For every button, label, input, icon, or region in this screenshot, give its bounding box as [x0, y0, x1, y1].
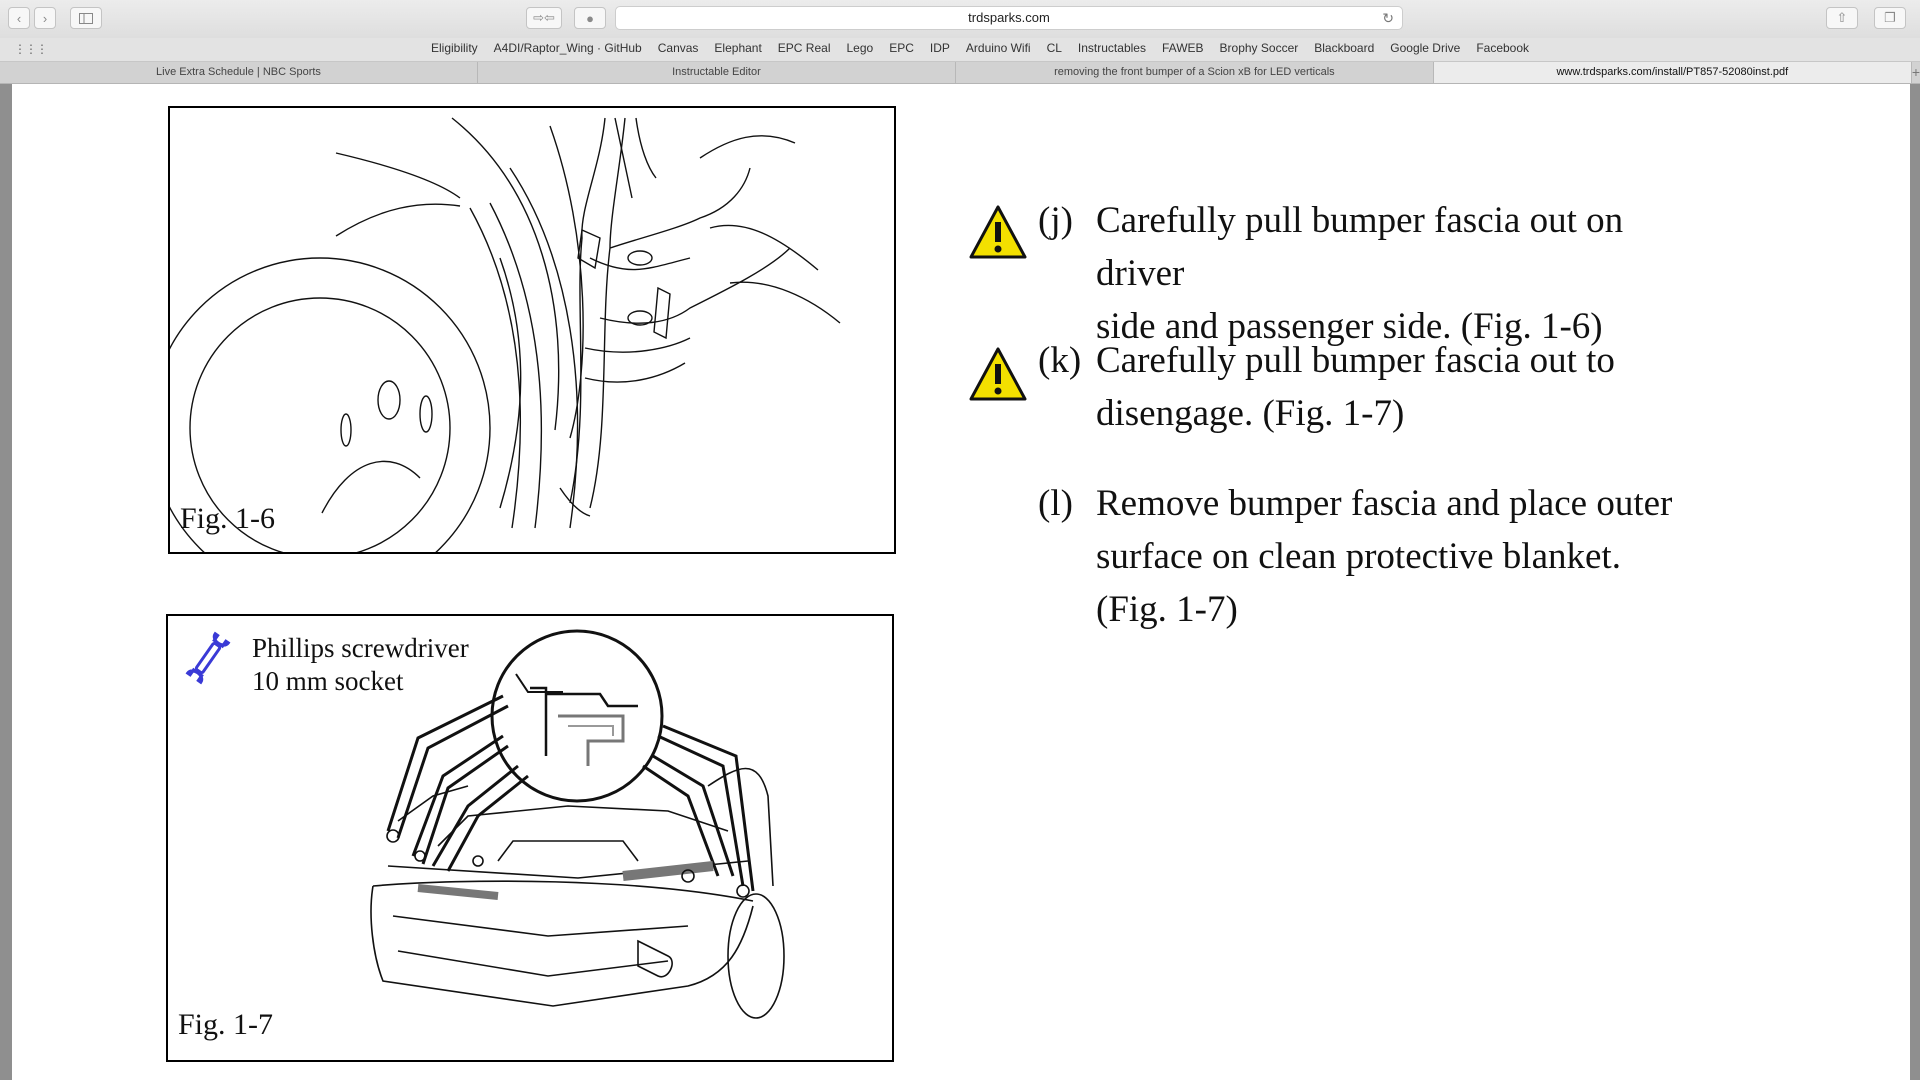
tab-nbc-sports[interactable]: Live Extra Schedule | NBC Sports — [0, 62, 478, 83]
sidebar-icon[interactable] — [70, 7, 102, 29]
bookmark-item[interactable]: Arduino Wifi — [965, 41, 1031, 55]
figure-label: Fig. 1-7 — [178, 1008, 274, 1041]
bookmark-item[interactable]: Blackboard — [1314, 41, 1375, 55]
figure-1-7 — [166, 614, 894, 1062]
bookmark-item[interactable]: Brophy Soccer — [1219, 41, 1299, 55]
bookmark-item[interactable]: A4DI/Raptor_Wing · GitHub — [493, 41, 642, 55]
new-tab-button[interactable]: + — [1911, 64, 1920, 80]
grid-icon[interactable]: ⋮⋮⋮ — [14, 42, 47, 56]
step-text-line: Carefully pull bumper fascia out on driver — [1096, 200, 1624, 294]
warning-icon — [968, 346, 1028, 402]
bookmark-item[interactable]: Eligibility — [430, 41, 478, 55]
step-text-line: side and passenger side. (Fig. 1-6) — [1096, 306, 1603, 347]
bookmark-item[interactable]: CL — [1046, 41, 1062, 55]
wheel-well-illustration — [170, 108, 894, 552]
figure-1-6 — [168, 106, 896, 554]
pdf-page — [12, 84, 1910, 1080]
privacy-icon[interactable]: ● — [574, 7, 606, 29]
step-text-line: surface on clean protective blanket. — [1096, 536, 1621, 577]
bookmark-item[interactable]: Instructables — [1077, 41, 1146, 55]
bookmark-item[interactable]: Canvas — [657, 41, 699, 55]
figure-label: Fig. 1-6 — [180, 502, 276, 535]
step-text-line: Remove bumper fascia and place outer — [1096, 483, 1673, 524]
reload-icon[interactable]: ↻ — [1382, 10, 1394, 26]
step-marker: (j) — [1038, 200, 1073, 241]
wrench-icon — [180, 630, 236, 686]
bookmark-item[interactable]: Lego — [846, 41, 874, 55]
bookmark-item[interactable]: EPC Real — [777, 41, 831, 55]
step-marker: (l) — [1038, 483, 1073, 524]
bookmark-item[interactable]: FAWEB — [1161, 41, 1204, 55]
tab-trdsparks-pdf[interactable]: www.trdsparks.com/install/PT857-52080inst.pdf — [1434, 62, 1912, 83]
bookmark-item[interactable]: Google Drive — [1390, 41, 1461, 55]
tabs-icon[interactable]: ❐ — [1874, 7, 1906, 29]
forward-arrow-icon[interactable]: › — [34, 7, 56, 29]
url-text: trdsparks.com — [968, 10, 1050, 25]
step-text-line: (Fig. 1-7) — [1096, 589, 1238, 630]
bookmark-item[interactable]: Facebook — [1476, 41, 1530, 55]
browser-toolbar — [0, 0, 1920, 38]
reader-mode-icon[interactable]: ⇨⇦ — [526, 7, 562, 29]
address-bar[interactable] — [615, 6, 1403, 30]
tools-required — [252, 632, 469, 698]
step-text-line: disengage. (Fig. 1-7) — [1096, 393, 1405, 434]
bookmark-item[interactable]: IDP — [929, 41, 950, 55]
tool-item: Phillips screwdriver — [252, 633, 469, 663]
warning-icon — [968, 204, 1028, 260]
tool-item: 10 mm socket — [252, 666, 404, 696]
tab-bar — [0, 62, 1920, 84]
step-marker: (k) — [1038, 340, 1082, 381]
share-icon[interactable]: ⇧ — [1826, 7, 1858, 29]
bookmarks-bar — [0, 38, 1920, 62]
back-arrow-icon[interactable]: ‹ — [8, 7, 30, 29]
tab-instructables-bumper[interactable]: removing the front bumper of a Scion xB for LED verticals — [956, 62, 1434, 83]
bookmark-item[interactable]: Elephant — [714, 41, 762, 55]
tab-instructable-editor[interactable]: Instructable Editor — [478, 62, 956, 83]
step-text-line: Carefully pull bumper fascia out to — [1096, 340, 1615, 381]
bookmark-item[interactable]: EPC — [889, 41, 914, 55]
